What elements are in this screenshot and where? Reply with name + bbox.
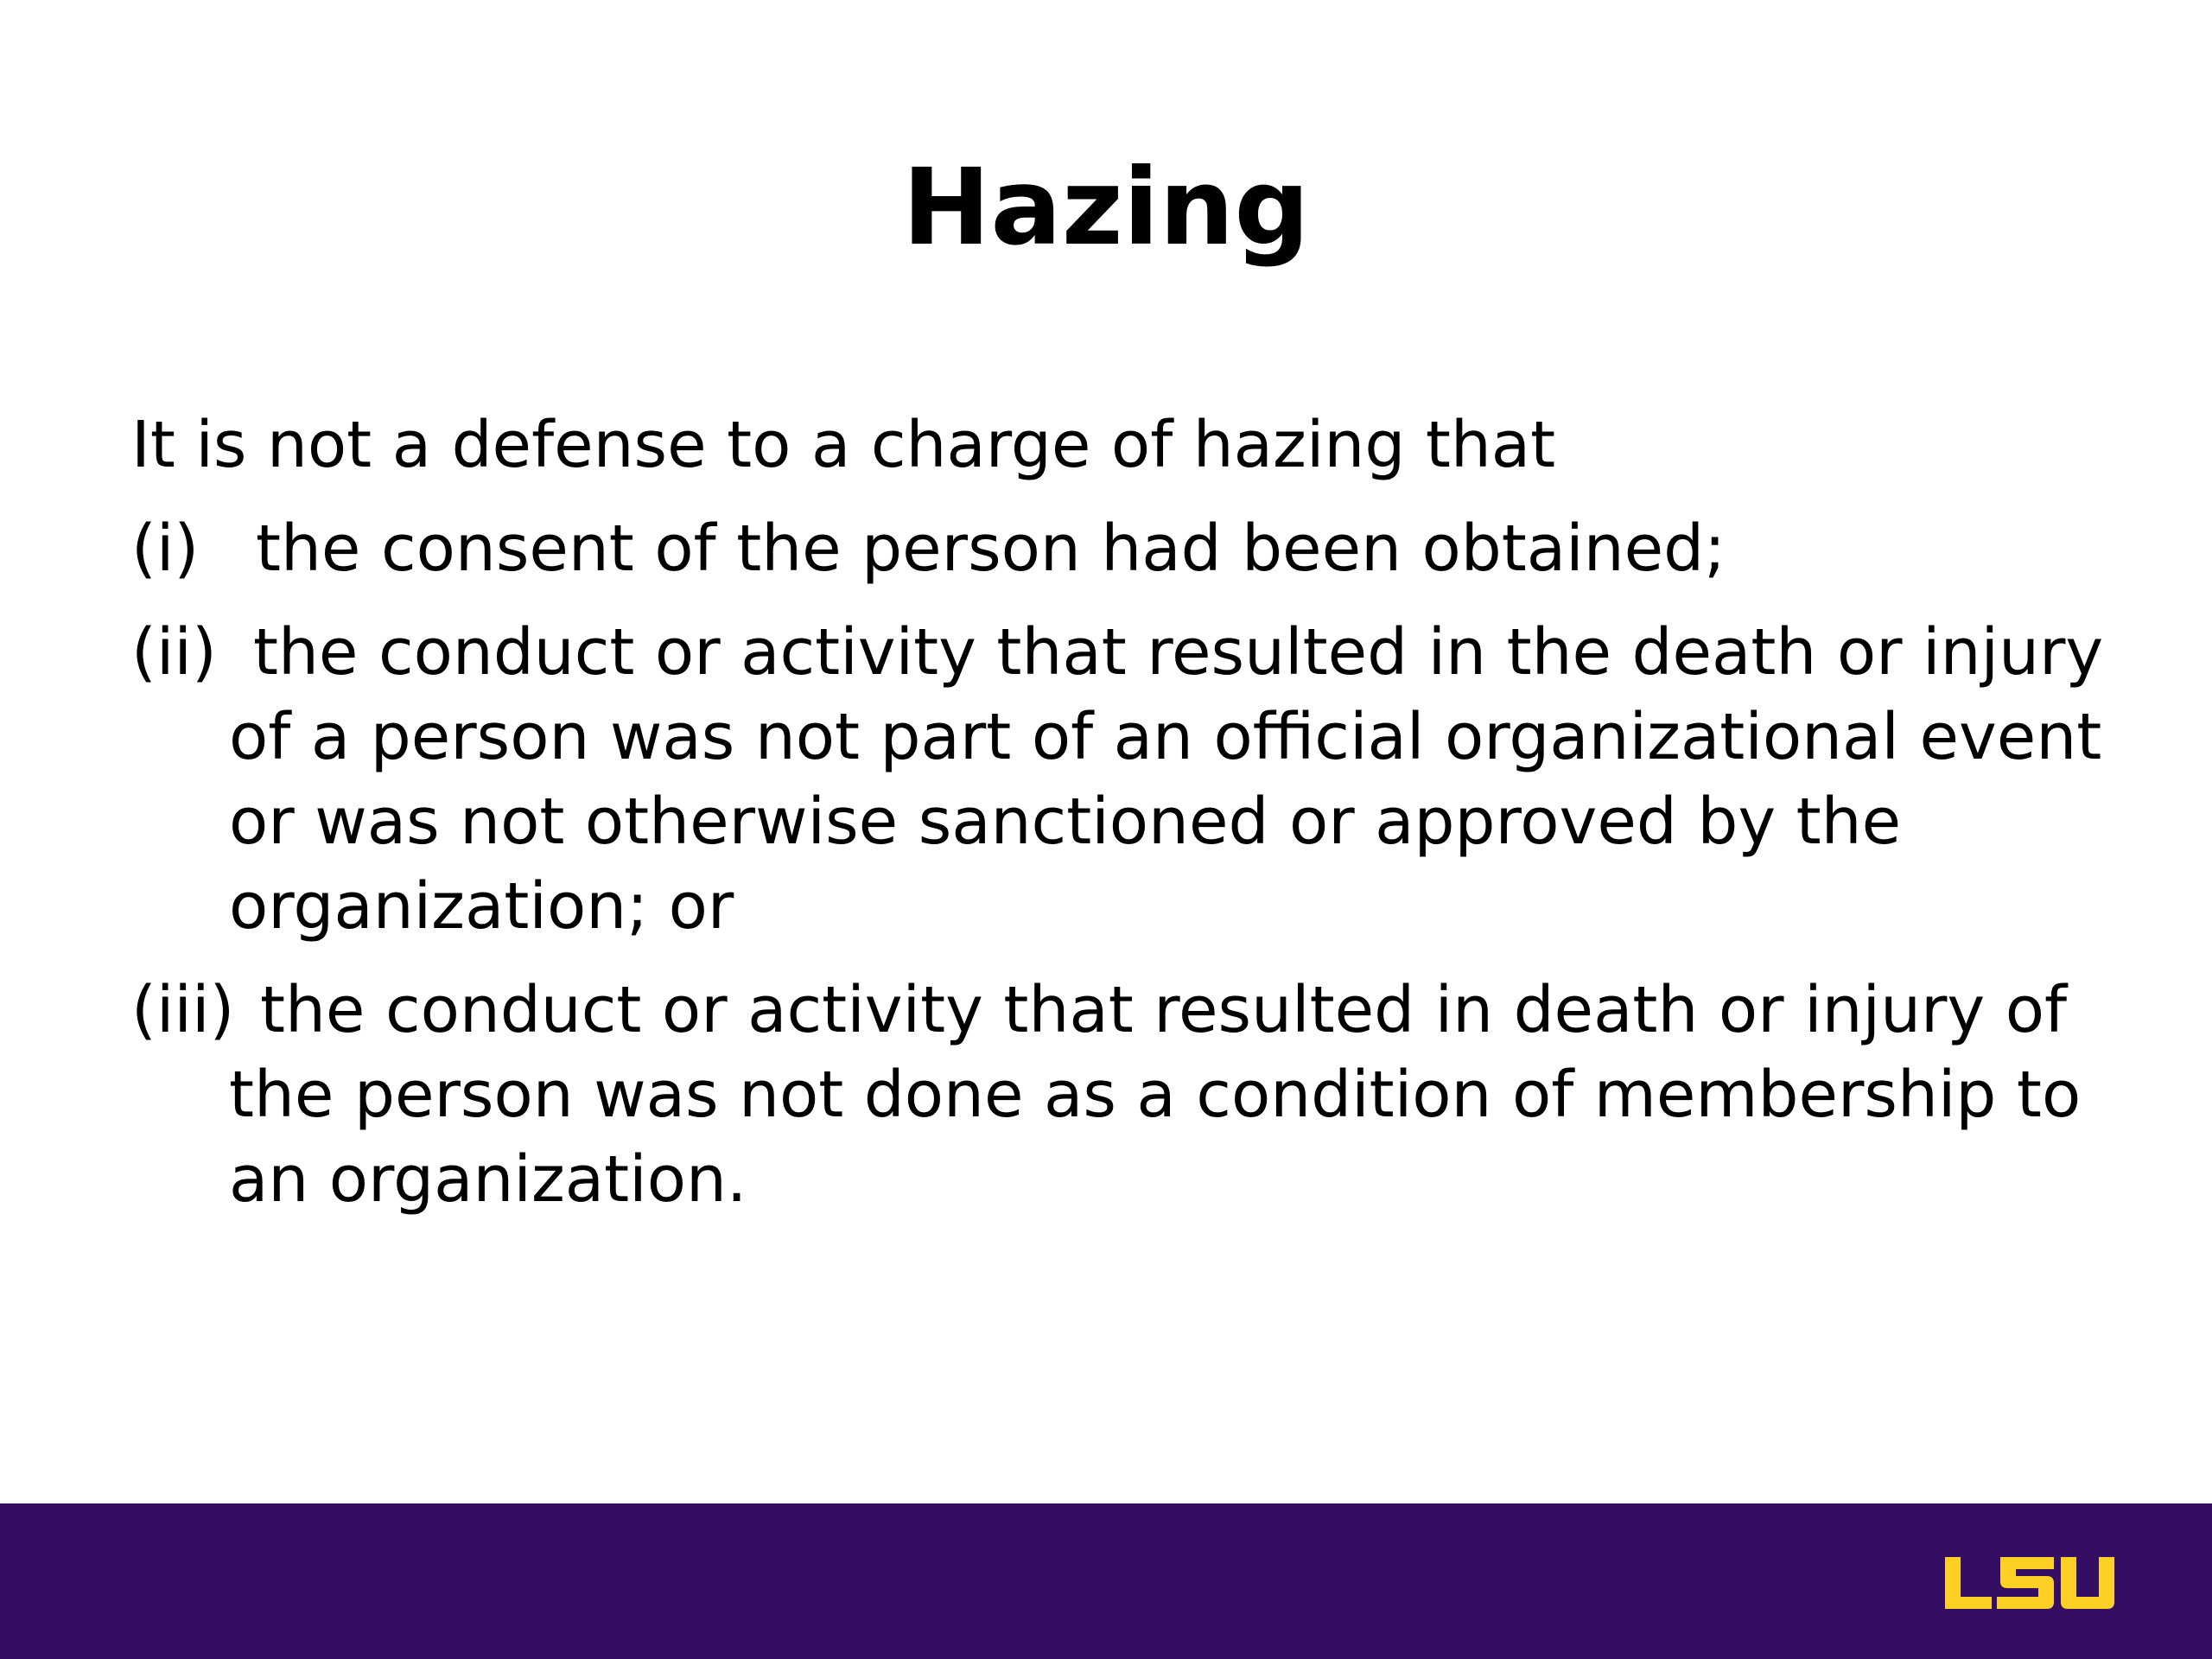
list-item-text: the consent of the person had been obtained; [256,512,1726,586]
slide-body [131,403,2110,1241]
list-item [131,610,2110,949]
footer-band [0,1503,2212,1659]
list-item-marker: (iii) [131,973,235,1047]
list-item-marker: (ii) [131,615,217,690]
list-item-text: the conduct or activity that resulted in the death or injury of a person was not part of an official organizational event or was not otherwise sanctioned or approved by the organization; or [229,615,2104,944]
list-item [131,506,2110,591]
list-item-marker: (i) [131,512,200,586]
list-item-text: the conduct or activity that resulted in death or injury of the person was not done as a condition of membership to an organization. [229,973,2082,1217]
slide-title: Hazing [902,146,1310,269]
list-item [131,968,2110,1222]
intro-text: It is not a defense to a charge of hazing that [131,408,1556,482]
lsu-logo [1943,1555,2116,1611]
